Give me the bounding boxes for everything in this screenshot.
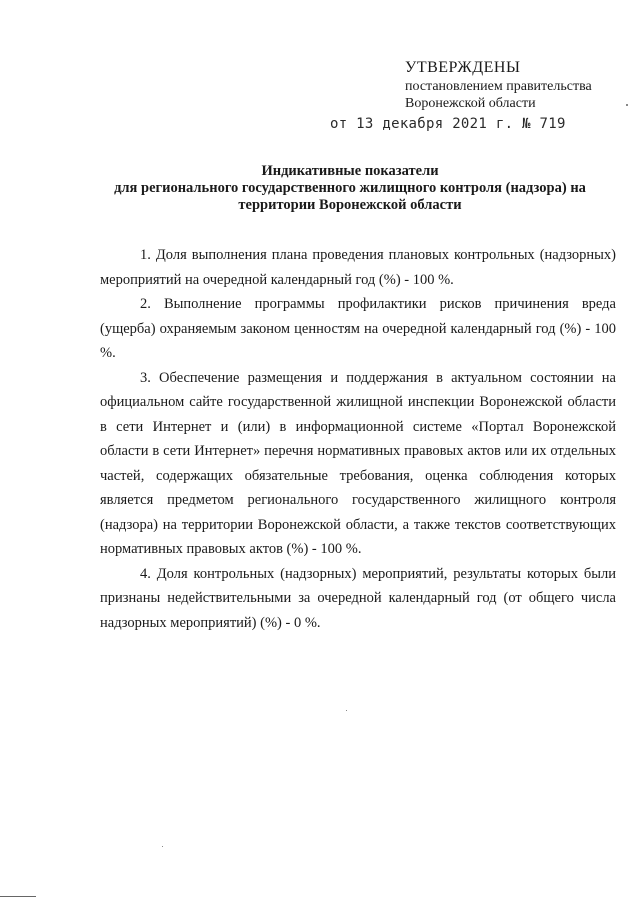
indicator-item-1: 1. Доля выполнения плана проведения плановых контрольных (надзорных) мероприятий на очередной календарный год (%) - 100 %. xyxy=(100,247,616,288)
indicator-item-4: 4. Доля контрольных (надзорных) мероприятий, результаты которых были признаны недействительными за очередной календарный год (от общего числа надзорных мероприятий) (%) - 0 %. xyxy=(100,565,616,631)
document-title xyxy=(90,163,610,214)
scan-speck xyxy=(346,710,347,711)
indicator-item-2: 2. Выполнение программы профилактики рисков причинения вреда (ущерба) охраняемым законом ценностям на очередной календарный год (%) - 100 %. xyxy=(100,296,616,361)
scan-edge-mark xyxy=(0,896,36,897)
approval-heading: УТВЕРЖДЕНЫ xyxy=(405,59,521,76)
title-line-3: территории Воронежской области xyxy=(238,197,462,213)
scan-speck xyxy=(626,104,628,106)
approval-line-1: постановлением правительства xyxy=(405,79,592,94)
scan-speck xyxy=(162,846,163,847)
title-line-1: Индикативные показатели xyxy=(261,163,439,179)
indicator-list xyxy=(100,243,616,635)
title-line-2: для регионального государственного жилищного контроля (надзора) на xyxy=(114,180,586,196)
approval-line-2: Воронежской области xyxy=(405,96,536,111)
approval-block xyxy=(405,58,635,112)
decree-date-stamp: от 13 декабря 2021 г. № 719 xyxy=(330,116,566,132)
indicator-item-3: 3. Обеспечение размещения и поддержания в актуальном состоянии на официальном сайте государственной жилищной инспекции Воронежской области в сети Интернет и (или) в информационной системе «Портал Воронежской области в сети Интернет» перечня нормативных правовых актов или их отдельных частей, содержащих обязательные требования, оценка соблюдения которых является предметом регионального государственного жилищного контроля (надзора) на территории Воронежской области, а также текстов соответствующих нормативных правовых актов (%) - 100 %. xyxy=(100,369,616,557)
